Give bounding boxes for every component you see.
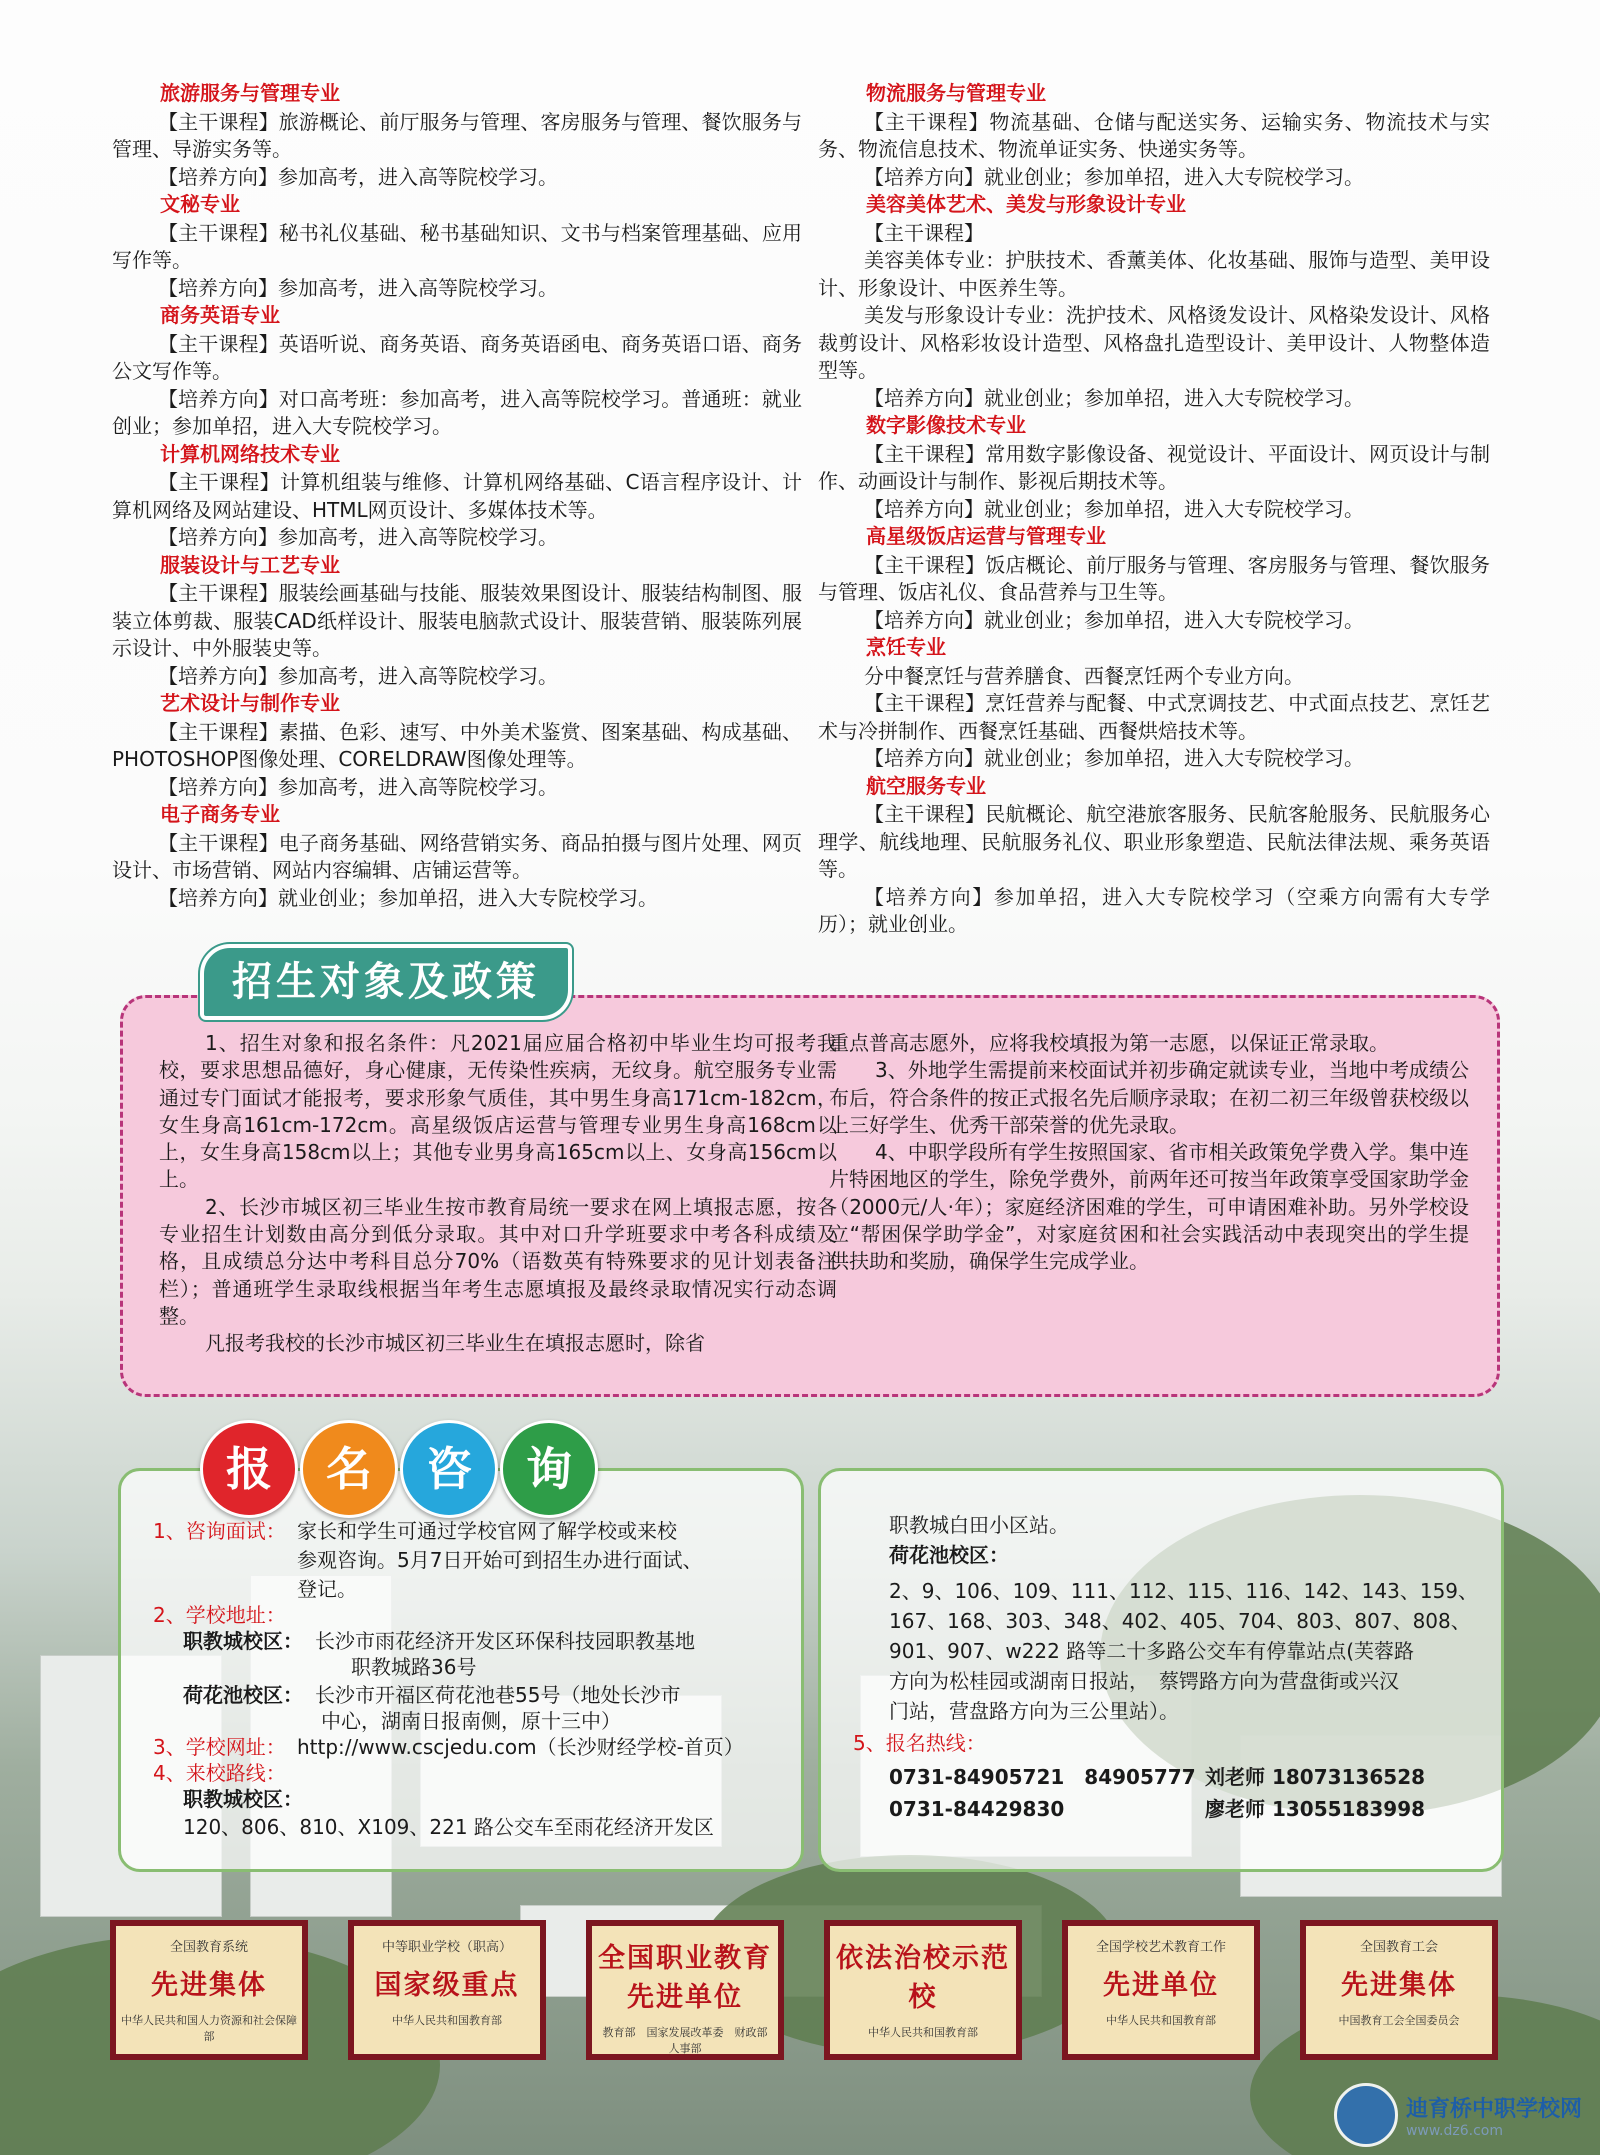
- award-main: 国家级重点: [374, 1970, 520, 2001]
- award-main: 依法治校示范校: [836, 1943, 1010, 2013]
- program-text: 【主干课程】饭店概论、前厅服务与管理、客房服务与管理、餐饮服务与管理、饭店礼仪、食品营养与卫生等。: [818, 552, 1490, 604]
- program-text: 【培养方向】对口高考班：参加高考，进入高等院校学习。普通班：就业创业；参加单招，进入大专院校学习。: [112, 386, 802, 438]
- policy-box: [120, 995, 1500, 1397]
- consult-label: 1、咨询面试：: [153, 1519, 286, 1543]
- route-text: 门站，营盘路方向为三公里站）。: [889, 1699, 1179, 1723]
- award-main: 先进单位: [1103, 1970, 1219, 2001]
- program-text: 【培养方向】就业创业；参加单招，进入大专院校学习。: [158, 885, 658, 910]
- consult-box-left: [118, 1468, 804, 1872]
- program-title: 服装设计与工艺专业: [160, 552, 340, 577]
- route-text: 167、168、303、348、402、405、704、803、807、808、: [889, 1609, 1471, 1633]
- phone-number: 0731-84429830: [889, 1797, 1065, 1821]
- award-bottom: 中国教育工会全国委员会: [1338, 2014, 1460, 2027]
- award-plaque: [824, 1920, 1022, 2060]
- award-plaque: [1300, 1920, 1498, 2060]
- award-plaque: [348, 1920, 546, 2060]
- address-text: 长沙市雨花经济开发区环保科技园职教基地: [315, 1629, 695, 1653]
- award-main: 先进集体: [1341, 1970, 1457, 2001]
- right-program-column: [818, 80, 1490, 939]
- address-text: 中心，湖南日报南侧，原十三中）: [321, 1709, 621, 1733]
- consult-label: 4、来校路线：: [153, 1761, 286, 1785]
- route-text: 901、907、w222 路等二十多路公交车有停靠站点(芙蓉路: [889, 1639, 1415, 1663]
- consult-label: 3、学校网址：: [153, 1735, 286, 1759]
- policy-para: 凡报考我校的长沙市城区初三毕业生在填报志愿时，除省: [205, 1331, 705, 1356]
- program-text: 【主干课程】英语听说、商务英语、商务英语函电、商务英语口语、商务公文写作等。: [112, 331, 802, 383]
- program-text: 【培养方向】就业创业；参加单招，进入大专院校学习。: [864, 607, 1364, 632]
- program-text: 美容美体专业：护肤技术、香薰美体、化妆基础、服饰与造型、美甲设计、形象设计、中医养生等。: [818, 248, 1490, 300]
- consult-circle-4: 询: [500, 1420, 598, 1518]
- program-text: 【主干课程】民航概论、航空港旅客服务、民航客舱服务、民航服务心理学、航线地理、民航服务礼仪、职业形象塑造、民航法律法规、乘务英语等。: [818, 802, 1490, 881]
- program-text: 【培养方向】参加高考，进入高等院校学习。: [158, 275, 558, 300]
- program-text: 【主干课程】物流基础、仓储与配送实务、运输实务、物流技术与实务、物流信息技术、物流单证实务、快递实务等。: [818, 109, 1490, 161]
- policy-para: 1、招生对象和报名条件：凡2021届应届合格初中毕业生均可报考我校，要求思想品德好，身心健康，无传染性疾病，无纹身。航空服务专业需通过专门面试才能报考，要求形象气质佳，其中男生身高171cm-182cm，女生身高161cm-172cm。高星级饭店运营与管理专业男生身高168cm以上，女生身高158cm以上；其他专业男身高165cm以上、女身高156cm以上。: [159, 1031, 837, 1192]
- policy-section-title: 招生对象及政策: [200, 944, 572, 1020]
- program-text: 【培养方向】参加高考，进入高等院校学习。: [158, 774, 558, 799]
- consult-box-right: [818, 1468, 1504, 1872]
- program-text: 【主干课程】: [864, 220, 984, 245]
- program-text: 【培养方向】参加高考，进入高等院校学习。: [158, 525, 558, 549]
- policy-para: 4、中职学段所有学生按照国家、省市相关政策免学费入学。集中连片特困地区的学生，除免学费外，前两年还可按当年政策享受国家助学金（2000元/人·年）；家庭经济困难的学生，可申请困难补助。另外学校设立“帮困保学助学金”，对家庭贫困和社会实践活动中表现突出的学生提供扶助和奖励，确保学生完成学业。: [829, 1140, 1469, 1274]
- program-title: 物流服务与管理专业: [866, 81, 1046, 105]
- award-top: 全国学校艺术教育工作: [1095, 1940, 1226, 1955]
- policy-para: 3、外地学生需提前来校面试并初步确定就读专业，当地中考成绩公布后，符合条件的按正式报名先后顺序录取；在初二初三年级曾获校级以上三好学生、优秀干部荣誉的优先录取。: [829, 1058, 1469, 1137]
- consult-label: 2、学校地址：: [153, 1603, 286, 1627]
- campus-label: 荷花池校区：: [183, 1683, 303, 1707]
- program-title: 烹饪专业: [866, 635, 946, 659]
- teacher-contact: 廖老师 13055183998: [1205, 1797, 1426, 1821]
- consult-text: 参观咨询。5月7日开始可到招生办进行面试、: [297, 1548, 703, 1572]
- program-text: 【培养方向】参加高考，进入高等院校学习。: [158, 663, 558, 688]
- program-title: 旅游服务与管理专业: [160, 81, 340, 105]
- award-plaque: [586, 1920, 784, 2060]
- program-title: 高星级饭店运营与管理专业: [866, 524, 1106, 548]
- program-text: 【主干课程】旅游概论、前厅服务与管理、客房服务与管理、餐饮服务与管理、导游实务等。: [112, 109, 802, 161]
- consult-circle-1: 报: [200, 1420, 298, 1518]
- site-watermark: [1334, 2083, 1582, 2147]
- program-text: 【培养方向】就业创业；参加单招，进入大专院校学习。: [864, 385, 1364, 410]
- consult-circle-2: 名: [300, 1420, 398, 1518]
- program-text: 【主干课程】计算机组装与维修、计算机网络基础、C语言程序设计、计算机网络及网站建设、HTML网页设计、多媒体技术等。: [112, 470, 802, 522]
- program-text: 【培养方向】参加单招，进入大专院校学习（空乘方向需有大专学历）；就业创业。: [818, 884, 1490, 936]
- route-text: 2、9、106、109、111、112、115、116、142、143、159、: [889, 1579, 1479, 1603]
- consult-text: 登记。: [297, 1577, 357, 1601]
- program-title: 文秘专业: [160, 192, 240, 216]
- address-text: 职教城路36号: [351, 1655, 477, 1679]
- program-text: 【主干课程】电子商务基础、网络营销实务、商品拍摄与图片处理、网页设计、市场营销、网站内容编辑、店铺运营等。: [112, 830, 802, 882]
- address-text: 长沙市开福区荷花池巷55号（地处长沙市: [315, 1683, 681, 1707]
- program-text: 【培养方向】参加高考，进入高等院校学习。: [158, 164, 558, 189]
- award-plaque: [110, 1920, 308, 2060]
- award-main: 全国职业教育先进单位: [598, 1943, 772, 2013]
- program-text: 【培养方向】就业创业；参加单招，进入大专院校学习。: [864, 746, 1364, 770]
- watermark-name: 迪育桥中职学校网: [1405, 2096, 1582, 2122]
- program-text: 分中餐烹饪与营养膳食、西餐烹饪两个专业方向。: [864, 663, 1304, 688]
- website-link[interactable]: http://www.cscjedu.com（长沙财经学校-首页）: [297, 1735, 744, 1759]
- award-bottom: 中华人民共和国教育部: [868, 2026, 978, 2039]
- award-plaques: [110, 1920, 1510, 2068]
- program-text: 【主干课程】素描、色彩、速写、中外美术鉴赏、图案基础、构成基础、PHOTOSHOP图像处理、CORELDRAW图像处理等。: [112, 719, 802, 771]
- route-text: 职教城白田小区站。: [889, 1513, 1069, 1537]
- program-title: 商务英语专业: [160, 303, 280, 327]
- policy-right-column: [829, 1030, 1469, 1276]
- route-text: 120、806、810、X109、221 路公交车至雨花经济开发区: [183, 1815, 714, 1839]
- site-logo-icon: [1334, 2083, 1398, 2147]
- program-title: 电子商务专业: [160, 802, 280, 826]
- program-title: 艺术设计与制作专业: [160, 691, 340, 715]
- consult-text: 家长和学生可通过学校官网了解学校或来校: [297, 1519, 677, 1543]
- award-top: 全国教育工会: [1359, 1940, 1438, 1955]
- watermark-url: www.dz6.com: [1405, 2122, 1503, 2139]
- consult-label: 5、报名热线：: [853, 1731, 986, 1755]
- policy-left-column: [159, 1030, 837, 1358]
- teacher-contact: 刘老师 18073136528: [1205, 1765, 1426, 1789]
- program-text: 【主干课程】烹饪营养与配餐、中式烹调技艺、中式面点技艺、烹饪艺术与冷拼制作、西餐烹饪基础、西餐烘焙技术等。: [818, 691, 1490, 743]
- route-text: 方向为松桂园或湖南日报站， 蔡锷路方向为营盘街或兴汉: [889, 1669, 1399, 1693]
- program-title: 美容美体艺术、美发与形象设计专业: [866, 192, 1186, 216]
- award-top: 全国教育系统: [169, 1940, 248, 1955]
- policy-para: 2、长沙市城区初三毕业生按市教育局统一要求在网上填报志愿，按各专业招生计划数由高分到低分录取。其中对口升学班要求中考各科成绩及格，且成绩总分达中考科目总分70%（语数英有特殊要求的见计划表备注栏）；普通班学生录取线根据当年考生志愿填报及最终录取情况实行动态调整。: [159, 1194, 837, 1328]
- phone-number: 0731-84905721 84905777: [889, 1765, 1196, 1789]
- program-text: 【培养方向】就业创业；参加单招，进入大专院校学习。: [864, 164, 1364, 189]
- award-bottom: 中华人民共和国教育部: [1106, 2014, 1216, 2027]
- program-title: 数字影像技术专业: [866, 413, 1026, 437]
- award-main: 先进集体: [151, 1970, 267, 2001]
- award-bottom: 中华人民共和国教育部: [392, 2014, 502, 2027]
- program-text: 【主干课程】常用数字影像设备、视觉设计、平面设计、网页设计与制作、动画设计与制作、影视后期技术等。: [818, 441, 1490, 493]
- award-bottom: 教育部 国家发展改革委 财政部 人事部: [602, 2026, 779, 2055]
- award-bottom: 中华人民共和国人力资源和社会保障部: [121, 2014, 297, 2043]
- campus-label: 职教城校区：: [183, 1629, 303, 1653]
- policy-para: 重点普高志愿外，应将我校填报为第一志愿，以保证正常录取。: [829, 1031, 1389, 1055]
- program-text: 【培养方向】就业创业；参加单招，进入大专院校学习。: [864, 496, 1364, 521]
- program-text: 美发与形象设计专业：洗护技术、风格烫发设计、风格染发设计、风格裁剪设计、风格彩妆设计造型、风格盘扎造型设计、美甲设计、人物整体造型等。: [818, 303, 1490, 382]
- award-plaque: [1062, 1920, 1260, 2060]
- program-text: 【主干课程】秘书礼仪基础、秘书基础知识、文书与档案管理基础、应用写作等。: [112, 220, 802, 272]
- consult-circle-3: 咨: [400, 1420, 498, 1518]
- award-top: 中等职业学校（职高）: [381, 1940, 512, 1955]
- program-title: 计算机网络技术专业: [160, 441, 340, 466]
- campus-label: 荷花池校区：: [889, 1543, 1009, 1567]
- left-program-column: [112, 80, 802, 912]
- campus-label: 职教城校区：: [183, 1787, 303, 1811]
- program-text: 【主干课程】服装绘画基础与技能、服装效果图设计、服装结构制图、服装立体剪裁、服装CAD纸样设计、服装电脑款式设计、服装营销、服装陈列展示设计、中外服装史等。: [112, 581, 802, 660]
- program-title: 航空服务专业: [866, 773, 986, 798]
